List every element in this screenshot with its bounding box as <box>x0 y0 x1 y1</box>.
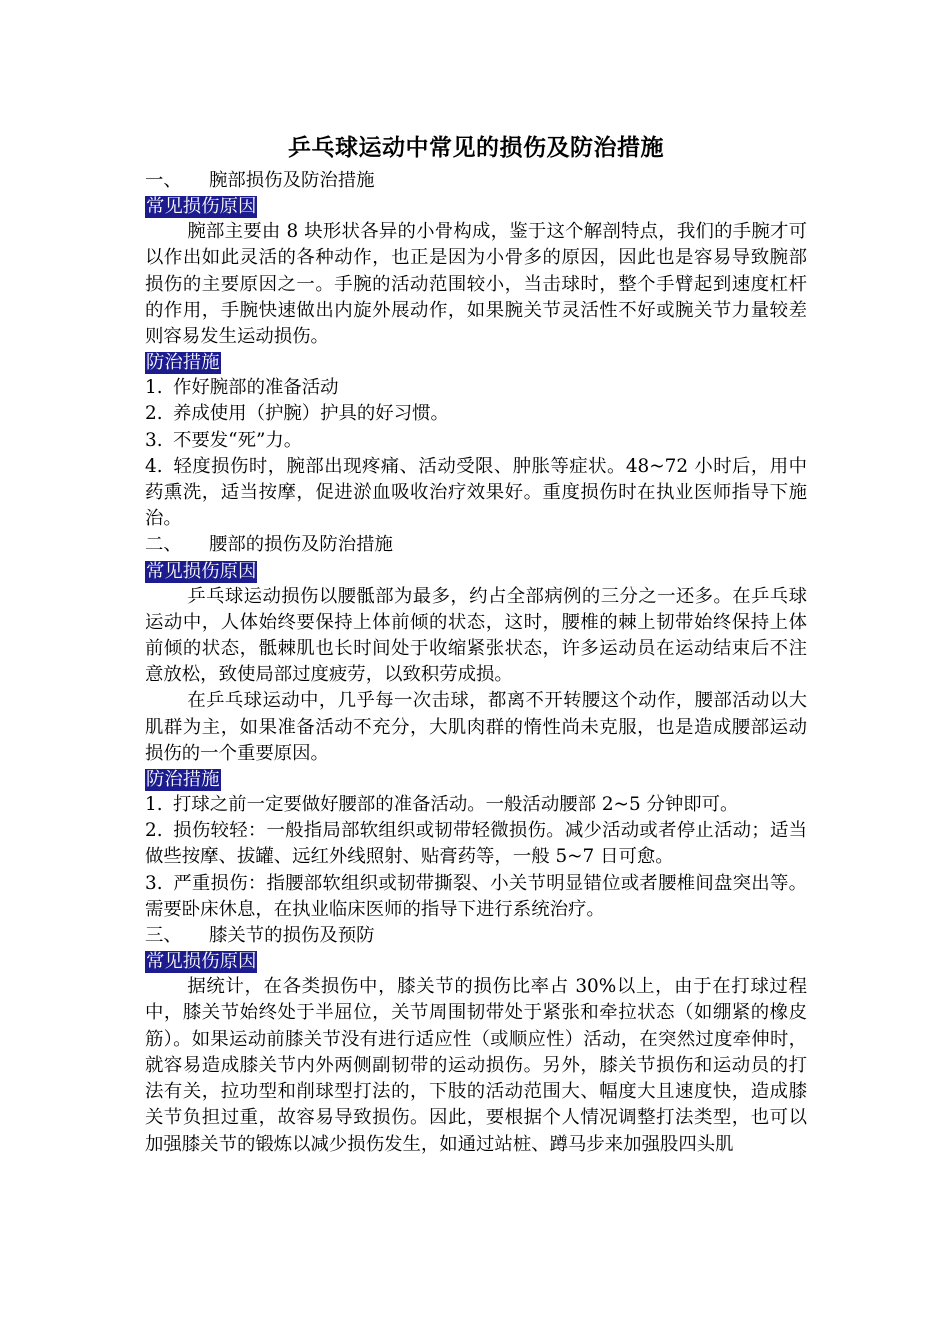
section-heading-waist <box>145 532 807 558</box>
highlight-cause-label: 常见损伤原因 <box>146 951 257 973</box>
paragraph: 据统计，在各类损伤中，膝关节的损伤比率占 30%以上，由于在打球过程中，膝关节始终处于半屈位，关节周围韧带处于紧张和牵拉状态（如绷紧的橡皮筋）。如果运动前膝关节没有进行适应性（或顺应性）活动，在突然过度牵伸时，就容易造成膝关节内外两侧副韧带的运动损伤。另外，膝关节损伤和运动员的打法有关，拉功型和削球型打法的，下肢的活动范围大、幅度大且速度快，造成膝关节负担过重，故容易导致损伤。因此，要根据个人情况调整打法类型，也可以加强膝关节的锻炼以减少损伤发生，如通过站桩、蹲马步来加强股四头肌 <box>145 976 807 1155</box>
list-item <box>145 818 807 870</box>
list-text: 轻度损伤时，腕部出现疼痛、活动受限、肿胀等症状。48~72 小时后，用中药熏洗，适当按摩，促进淤血吸收治疗效果好。重度损伤时在执业医师指导下施治。 <box>145 455 807 530</box>
section-heading-knee <box>145 923 807 949</box>
page-title: 乒乓球运动中常见的损伤及防治措施 <box>288 134 664 161</box>
list-item <box>145 375 807 401</box>
list-text: 不要发“死”力。 <box>173 429 303 451</box>
list-text: 养成使用（护腕）护具的好习惯。 <box>173 403 449 425</box>
paragraph: 在乒乓球运动中，几乎每一次击球，都离不开转腰这个动作，腰部活动以大肌群为主，如果准备活动不充分，大肌肉群的惰性尚未克服，也是造成腰部运动损伤的一个重要原因。 <box>145 690 807 764</box>
section-number: 三、 <box>145 925 182 947</box>
list-item <box>145 401 807 427</box>
list-number: 3. <box>145 429 163 451</box>
list-number: 1. <box>145 377 163 399</box>
section-title: 膝关节的损伤及预防 <box>209 925 375 947</box>
section-title: 腰部的损伤及防治措施 <box>209 534 393 556</box>
section-number: 一、 <box>145 170 182 191</box>
paragraph: 腕部主要由 8 块形状各异的小骨构成，鉴于这个解剖特点，我们的手腕才可以作出如此灵活的各种动作，也正是因为小骨多的原因，因此也是容易导致腕部损伤的主要原因之一。手腕的活动范围较小，当击球时，整个手臂起到速度杠杆的作用，手腕快速做出内旋外展动作，如果腕关节灵活性不好或腕关节力量较差则容易发生运动损伤。 <box>145 221 807 348</box>
list-text: 作好腕部的准备活动 <box>173 377 339 399</box>
section-heading-wrist <box>145 168 807 194</box>
section-title: 腕部损伤及防治措施 <box>209 170 375 191</box>
paragraph: 乒乓球运动损伤以腰骶部为最多，约占全部病例的三分之一还多。在乒乓球运动中，人体始终要保持上体前倾的状态，这时，腰椎的棘上韧带始终保持上体前倾的状态，骶棘肌也长时间处于收缩紧张状态，许多运动员在运动结束后不注意放松，致使局部过度疲劳，以致积劳成损。 <box>145 585 807 686</box>
highlight-cause-label: 常见损伤原因 <box>146 196 257 218</box>
highlight-measure-label: 防治措施 <box>146 352 220 374</box>
list-item <box>145 792 807 818</box>
section-number: 二、 <box>145 534 182 556</box>
list-number: 2. <box>145 820 163 842</box>
list-number: 2. <box>145 403 163 425</box>
list-item <box>145 454 807 533</box>
document-page <box>145 128 807 1158</box>
list-text: 打球之前一定要做好腰部的准备活动。一般活动腰部 2~5 分钟即可。 <box>173 794 739 816</box>
list-number: 4. <box>145 455 163 477</box>
list-number: 3. <box>145 872 163 894</box>
list-number: 1. <box>145 794 163 816</box>
list-item <box>145 871 807 923</box>
list-item <box>145 428 807 454</box>
list-text: 损伤较轻：一般指局部软组织或韧带轻微损伤。减少活动或者停止活动；适当做些按摩、拔罐、远红外线照射、贴膏药等，一般 5~7 日可愈。 <box>145 820 807 868</box>
list-text: 严重损伤：指腰部软组织或韧带撕裂、小关节明显错位或者腰椎间盘突出等。需要卧床休息，在执业临床医师的指导下进行系统治疗。 <box>145 872 807 920</box>
highlight-cause-label: 常见损伤原因 <box>146 560 257 582</box>
highlight-measure-label: 防治措施 <box>146 769 220 791</box>
